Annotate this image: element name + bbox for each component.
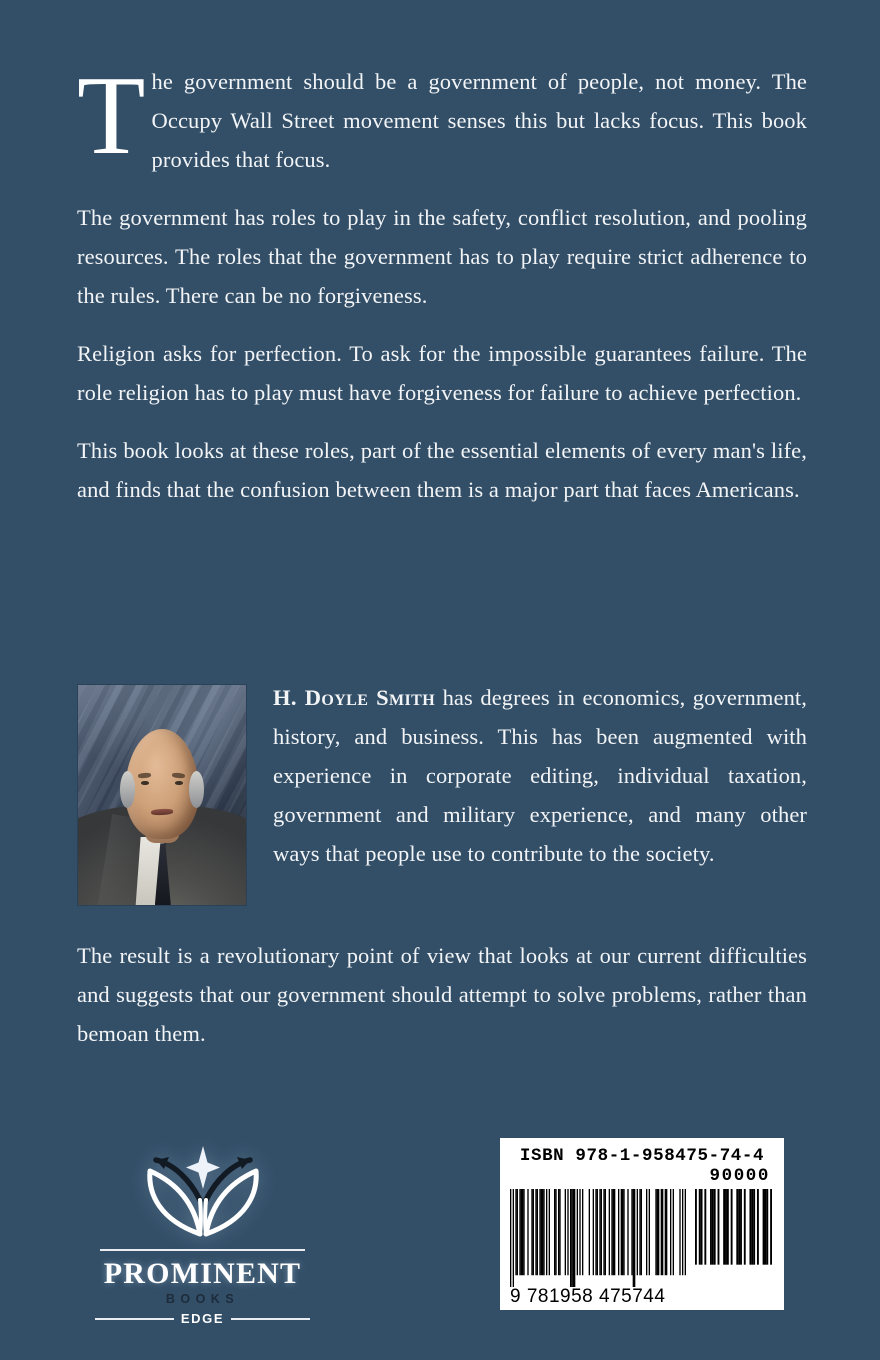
publisher-name: PROMINENT [103, 1257, 302, 1290]
author-block [77, 678, 807, 914]
blurb-paragraph-1-text: he government should be a government of people, not money. The Occupy Wall Street movement senses this but lacks focus. This book provides that focus. [151, 69, 807, 172]
closing-block [77, 936, 807, 1053]
publisher-logo-block [95, 1138, 310, 1326]
isbn-barcode [500, 1138, 784, 1310]
barcode-main-bars [510, 1189, 686, 1287]
blurb-paragraph-4: This book looks at these roles, part of the essential elements of every man's life, and finds that the confusion between them is a major part that faces Americans. [77, 438, 807, 502]
barcode-human-readable: 9 781958 475744 [510, 1286, 666, 1308]
photo-hair-right [189, 771, 204, 808]
publisher-subtitle: BOOKS [165, 1292, 240, 1307]
logo-rule-left [95, 1318, 174, 1320]
barcode-addon-bars [695, 1189, 772, 1275]
barcode-addon-value: 90000 [709, 1166, 770, 1187]
blurb-text-column [77, 54, 807, 509]
publisher-imprint: EDGE [180, 1311, 225, 1327]
isbn-label: ISBN 978-1-958475-74-4 [519, 1146, 765, 1166]
blurb-paragraph-2: The government has roles to play in the safety, conflict resolution, and pooling resources. The roles that the government has to play require strict adherence to the rules. There can be no forgiveness. [77, 205, 807, 308]
closing-paragraph: The result is a revolutionary point of view that looks at our current difficulties and suggests that our government should attempt to solve problems, rather than bemoan them. [77, 943, 807, 1046]
author-bio: has degrees in economics, government, history, and business. This has been augmented with experience in corporate editing, individual taxation, government and military experience, and many other ways that people use to contribute to the society. [273, 685, 807, 866]
drop-cap-letter: T [77, 54, 146, 178]
barcode-bars-row [510, 1189, 774, 1287]
author-name: H. Doyle Smith [273, 685, 436, 710]
publisher-edge-row [95, 1311, 310, 1326]
blurb-paragraph-1 [77, 54, 807, 179]
butterfly-book-logo-icon [138, 1138, 268, 1243]
author-photo [77, 684, 247, 906]
blurb-paragraph-3: Religion asks for perfection. To ask for the impossible guarantees failure. The role religion has to play must have forgiveness for failure to achieve perfection. [77, 341, 807, 405]
photo-eye-right [175, 781, 183, 785]
logo-rule-top [100, 1249, 305, 1251]
logo-rule-right [231, 1318, 310, 1320]
